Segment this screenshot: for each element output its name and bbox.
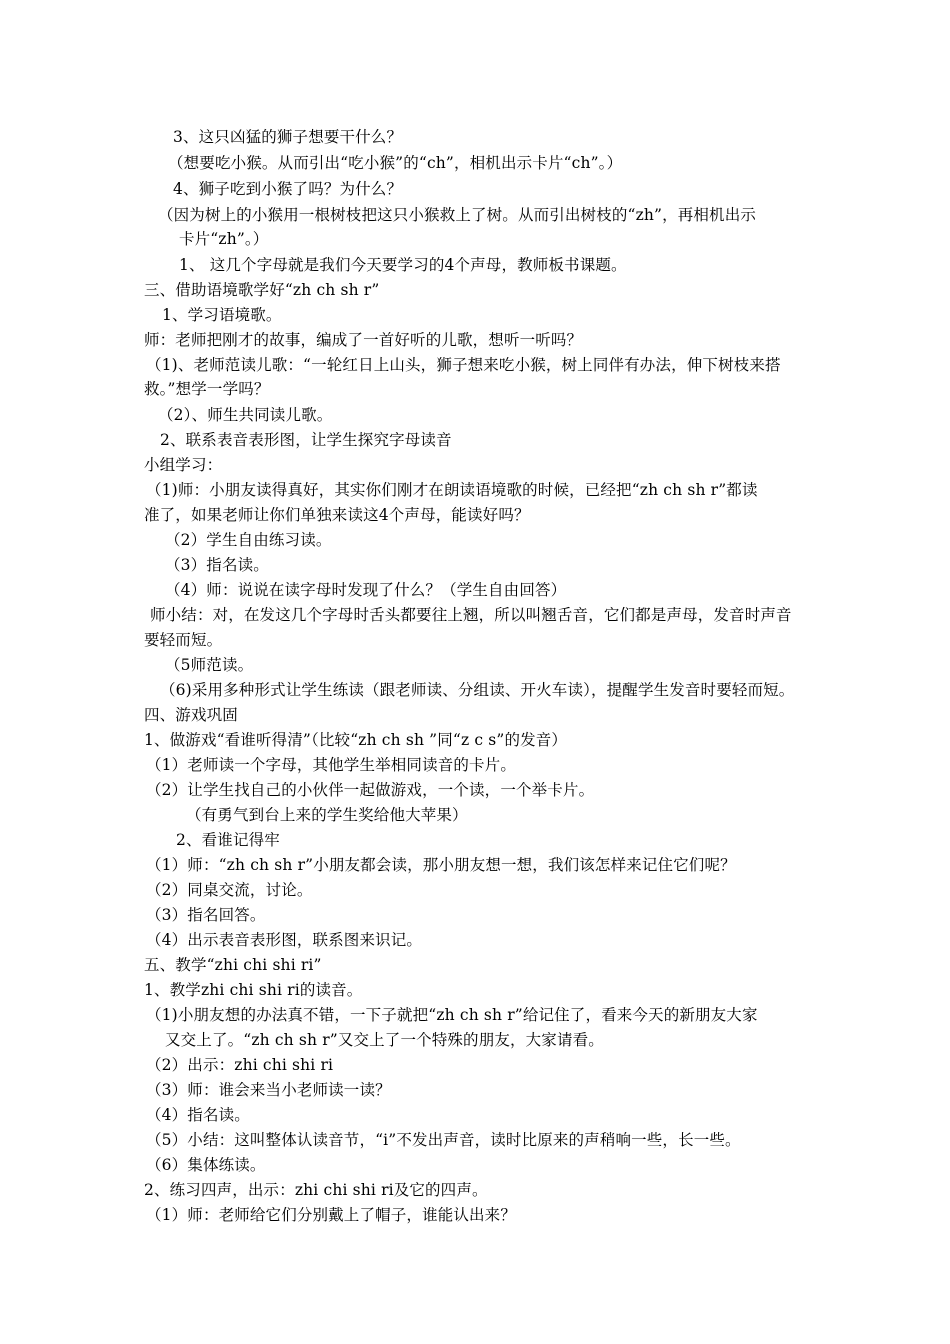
text-line: 师：老师把刚才的故事，编成了一首好听的儿歌，想听一听吗？	[144, 331, 583, 349]
text-line: 2、联系表音表形图，让学生探究字母读音	[160, 431, 452, 449]
text-line: （1)、老师范读儿歌：“一轮红日上山头，狮子想来吃小猴，树上同伴有办法，伸下树枝来搭	[146, 356, 781, 374]
text-line: （4）师：说说在读字母时发现了什么？（学生自由回答）	[165, 581, 567, 599]
text-line: 准了，如果老师让你们单独来读这4个声母，能读好吗？	[144, 506, 530, 524]
text-line: 卡片“zh”。）	[179, 230, 269, 248]
text-line: （6)采用多种形式让学生练读（跟老师读、分组读、开火车读），提醒学生发音时要轻而短。	[160, 681, 795, 699]
text-line: （2）同桌交流，讨论。	[146, 881, 313, 899]
text-line: 小组学习：	[144, 456, 223, 474]
text-line: （2）学生自由练习读。	[165, 531, 332, 549]
text-line: （1）师：老师给它们分别戴上了帽子，谁能认出来？	[146, 1206, 516, 1224]
text-line: 1、做游戏“看谁听得清”（比较“zh ch sh ”同“z c s”的发音）	[144, 731, 568, 749]
text-line: （4）出示表音表形图，联系图来识记。	[146, 931, 423, 949]
text-line: 4、狮子吃到小猴了吗？为什么？	[173, 180, 403, 198]
text-line: 1、 这几个字母就是我们今天要学习的4个声母，教师板书课题。	[179, 256, 627, 274]
text-line: 2、练习四声，出示：zhi chi shi ri及它的四声。	[144, 1181, 488, 1199]
text-line: （想要吃小猴。从而引出“吃小猴”的“ch”，相机出示卡片“ch”。）	[168, 154, 623, 172]
text-line: （1)师：小朋友读得真好，其实你们刚才在朗读语境歌的时候，已经把“zh ch sh r”都读	[146, 481, 758, 499]
section-heading: 四、游戏巩固	[144, 706, 238, 724]
text-line: （3）指名回答。	[146, 906, 266, 924]
text-line: （2）让学生找自己的小伙伴一起做游戏，一个读，一个举卡片。	[146, 781, 595, 799]
text-line: （2）、师生共同读儿歌。	[158, 406, 333, 424]
text-line: （4）指名读。	[146, 1106, 250, 1124]
text-line: 1、教学zhi chi shi ri的读音。	[144, 981, 363, 999]
text-line: （1)小朋友想的办法真不错，一下子就把“zh ch sh r”给记住了，看来今天的新朋友大家	[146, 1006, 758, 1024]
text-line: 要轻而短。	[144, 631, 223, 649]
section-heading: 三、借助语境歌学好“zh ch sh r”	[144, 281, 380, 299]
text-line: 3、这只凶猛的狮子想要干什么？	[173, 128, 403, 146]
section-heading: 五、教学“zhi chi shi ri”	[144, 956, 322, 974]
text-line: 2、看谁记得牢	[176, 831, 280, 849]
text-line: （5师范读。	[165, 656, 254, 674]
text-line: （1）师：“zh ch sh r”小朋友都会读，那小朋友想一想，我们该怎样来记住它们呢？	[146, 856, 736, 874]
text-line: 师小结：对，在发这几个字母时舌头都要往上翘，所以叫翘舌音，它们都是声母，发音时声音	[150, 606, 792, 624]
text-line: （1）老师读一个字母，其他学生举相同读音的卡片。	[146, 756, 516, 774]
text-line: （5）小结：这叫整体认读音节，“i”不发出声音，读时比原来的声稍响一些，长一些。	[146, 1131, 741, 1149]
text-line: （有勇气到台上来的学生奖给他大苹果）	[186, 806, 468, 824]
text-line: （3）指名读。	[165, 556, 269, 574]
text-line: 又交上了。“zh ch sh r”又交上了一个特殊的朋友，大家请看。	[165, 1031, 604, 1049]
text-line: 1、学习语境歌。	[162, 306, 282, 324]
text-line: （因为树上的小猴用一根树枝把这只小猴救上了树。从而引出树枝的“zh”，再相机出示	[158, 206, 756, 224]
text-line: （6）集体练读。	[146, 1156, 266, 1174]
text-line: 救。”想学一学吗？	[144, 380, 270, 398]
text-line: （3）师：谁会来当小老师读一读？	[146, 1081, 391, 1099]
text-line: （2）出示：zhi chi shi ri	[146, 1056, 334, 1074]
